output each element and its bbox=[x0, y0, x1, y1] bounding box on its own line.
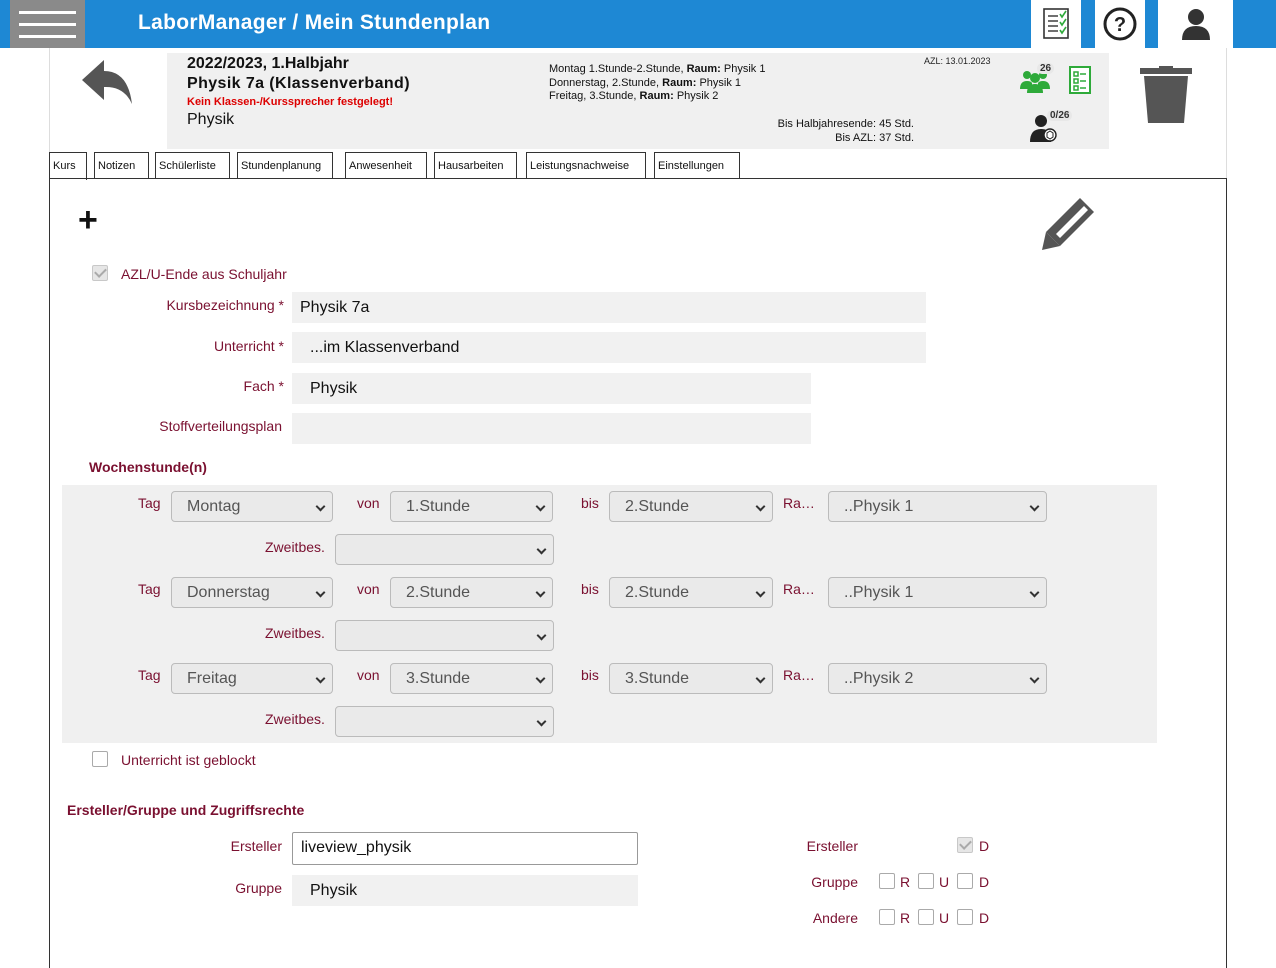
trash-icon[interactable] bbox=[1140, 66, 1192, 124]
zweitbes-select[interactable] bbox=[335, 706, 554, 737]
stoffverteilungsplan-label: Stoffverteilungsplan bbox=[159, 418, 282, 434]
ersteller-input[interactable]: liveview_physik bbox=[292, 832, 638, 865]
stoffverteilungsplan-select[interactable] bbox=[292, 413, 811, 444]
gruppe-select[interactable]: Physik bbox=[292, 875, 638, 906]
help-icon[interactable] bbox=[1095, 0, 1145, 48]
ersteller-delete-checkbox[interactable] bbox=[957, 837, 973, 853]
sheet-list-icon[interactable] bbox=[1068, 65, 1092, 95]
tag-label: Tag bbox=[138, 581, 161, 597]
fach-label: Fach * bbox=[243, 378, 284, 394]
bis-select[interactable]: 2.Stunde bbox=[609, 577, 773, 608]
geblockt-checkbox[interactable] bbox=[92, 751, 108, 767]
raum-label: Ra… bbox=[783, 667, 815, 683]
hamburger-menu-icon[interactable] bbox=[10, 0, 85, 48]
tag-select[interactable]: Freitag bbox=[171, 663, 333, 694]
von-label: von bbox=[357, 495, 380, 511]
von-select[interactable]: 2.Stunde bbox=[390, 577, 553, 608]
students-count-badge: 26 bbox=[1037, 63, 1054, 74]
course-subject: Physik bbox=[187, 111, 235, 128]
warning-text: Kein Klassen-/Kurssprecher festgelegt! bbox=[187, 96, 394, 108]
tag-select[interactable]: Donnerstag bbox=[171, 577, 333, 608]
kursbezeichnung-label: Kursbezeichnung * bbox=[166, 297, 284, 313]
gruppe-update-checkbox[interactable] bbox=[918, 873, 934, 889]
tag-label: Tag bbox=[138, 495, 161, 511]
gruppe-delete-checkbox[interactable] bbox=[957, 873, 973, 889]
wochenstunden-title: Wochenstunde(n) bbox=[89, 459, 207, 475]
hours-summary bbox=[778, 117, 914, 145]
school-year: 2022/2023, 1.Halbjahr bbox=[187, 55, 349, 72]
von-label: von bbox=[357, 667, 380, 683]
zweitbes-label: Zweitbes. bbox=[265, 539, 325, 555]
access-title: Ersteller/Gruppe und Zugriffsrechte bbox=[67, 802, 305, 818]
unterricht-select[interactable]: ...im Klassenverband bbox=[292, 332, 926, 363]
delete-letter: D bbox=[979, 910, 990, 926]
course-title: Physik 7a (Klassenverband) bbox=[187, 75, 410, 92]
tab-notizen[interactable]: Notizen bbox=[94, 152, 149, 179]
update-letter: U bbox=[939, 874, 950, 890]
tab-leistungsnachweise[interactable]: Leistungsnachweise bbox=[526, 152, 646, 179]
bis-select[interactable]: 3.Stunde bbox=[609, 663, 773, 694]
raum-label: Ra… bbox=[783, 581, 815, 597]
ersteller-label: Ersteller bbox=[230, 838, 282, 854]
zweitbes-select[interactable] bbox=[335, 620, 554, 651]
schedule-line: Montag 1.Stunde-2.Stunde, Raum: Physik 1 bbox=[549, 63, 766, 75]
tab-einstellungen[interactable]: Einstellungen bbox=[654, 152, 740, 179]
bis-label: bis bbox=[581, 667, 599, 683]
tab-stundenplanung[interactable]: Stundenplanung bbox=[237, 152, 333, 179]
delete-letter: D bbox=[979, 838, 990, 854]
von-select[interactable]: 3.Stunde bbox=[390, 663, 553, 694]
kursbezeichnung-input[interactable]: Physik 7a bbox=[292, 292, 926, 323]
raum-select[interactable]: ..Physik 1 bbox=[828, 577, 1047, 608]
rights-andere-label: Andere bbox=[812, 910, 858, 926]
assigned-count-badge: 0/26 bbox=[1047, 110, 1072, 121]
back-arrow-icon[interactable] bbox=[80, 56, 136, 108]
fach-select[interactable]: Physik bbox=[292, 373, 811, 404]
schedule-line: Freitag, 3.Stunde, Raum: Physik 2 bbox=[549, 90, 719, 102]
edit-pencil-icon[interactable] bbox=[1040, 196, 1096, 252]
rights-gruppe-label: Gruppe bbox=[811, 874, 858, 890]
raum-select[interactable]: ..Physik 2 bbox=[828, 663, 1047, 694]
hours-azl: Bis AZL: 37 Std. bbox=[835, 132, 914, 144]
course-header-card bbox=[167, 53, 1109, 149]
tag-select[interactable]: Montag bbox=[171, 491, 333, 522]
zweitbes-select[interactable] bbox=[335, 534, 554, 565]
zweitbes-label: Zweitbes. bbox=[265, 625, 325, 641]
read-letter: R bbox=[900, 874, 911, 890]
rights-ersteller-label: Ersteller bbox=[806, 838, 858, 854]
andere-update-checkbox[interactable] bbox=[918, 909, 934, 925]
hours-term-end: Bis Halbjahresende: 45 Std. bbox=[777, 118, 914, 130]
bis-label: bis bbox=[581, 581, 599, 597]
app-title: LaborManager / Mein Stundenplan bbox=[138, 11, 491, 34]
tab-kurs[interactable]: Kurs bbox=[49, 152, 87, 180]
andere-delete-checkbox[interactable] bbox=[957, 909, 973, 925]
azl-checkbox-label: AZL/U-Ende aus Schuljahr bbox=[121, 266, 287, 282]
checklist-icon[interactable] bbox=[1031, 0, 1081, 48]
tag-label: Tag bbox=[138, 667, 161, 683]
gruppe-label: Gruppe bbox=[235, 880, 282, 896]
user-profile-icon[interactable] bbox=[1158, 0, 1233, 48]
schedule-line: Donnerstag, 2.Stunde, Raum: Physik 1 bbox=[549, 76, 742, 89]
raum-label: Ra… bbox=[783, 495, 815, 511]
add-plus-icon[interactable]: + bbox=[78, 201, 98, 239]
tab-hausarbeiten[interactable]: Hausarbeiten bbox=[434, 152, 517, 179]
tab-schuelerliste[interactable]: Schülerliste bbox=[155, 152, 230, 179]
geblockt-label: Unterricht ist geblockt bbox=[121, 752, 256, 768]
bis-select[interactable]: 2.Stunde bbox=[609, 491, 773, 522]
update-letter: U bbox=[939, 910, 950, 926]
azl-checkbox[interactable] bbox=[92, 265, 108, 281]
schedule-summary bbox=[549, 63, 765, 104]
azl-date: AZL: 13.01.2023 bbox=[924, 56, 991, 66]
von-label: von bbox=[357, 581, 380, 597]
raum-select[interactable]: ..Physik 1 bbox=[828, 491, 1047, 522]
tab-anwesenheit[interactable]: Anwesenheit bbox=[345, 152, 427, 179]
svg-text:?: ? bbox=[1113, 14, 1127, 36]
delete-letter: D bbox=[979, 874, 990, 890]
top-bar bbox=[0, 0, 1276, 48]
gruppe-read-checkbox[interactable] bbox=[879, 873, 895, 889]
read-letter: R bbox=[900, 910, 911, 926]
bis-label: bis bbox=[581, 495, 599, 511]
zweitbes-label: Zweitbes. bbox=[265, 711, 325, 727]
andere-read-checkbox[interactable] bbox=[879, 909, 895, 925]
von-select[interactable]: 1.Stunde bbox=[390, 491, 553, 522]
unterricht-label: Unterricht * bbox=[213, 338, 284, 354]
